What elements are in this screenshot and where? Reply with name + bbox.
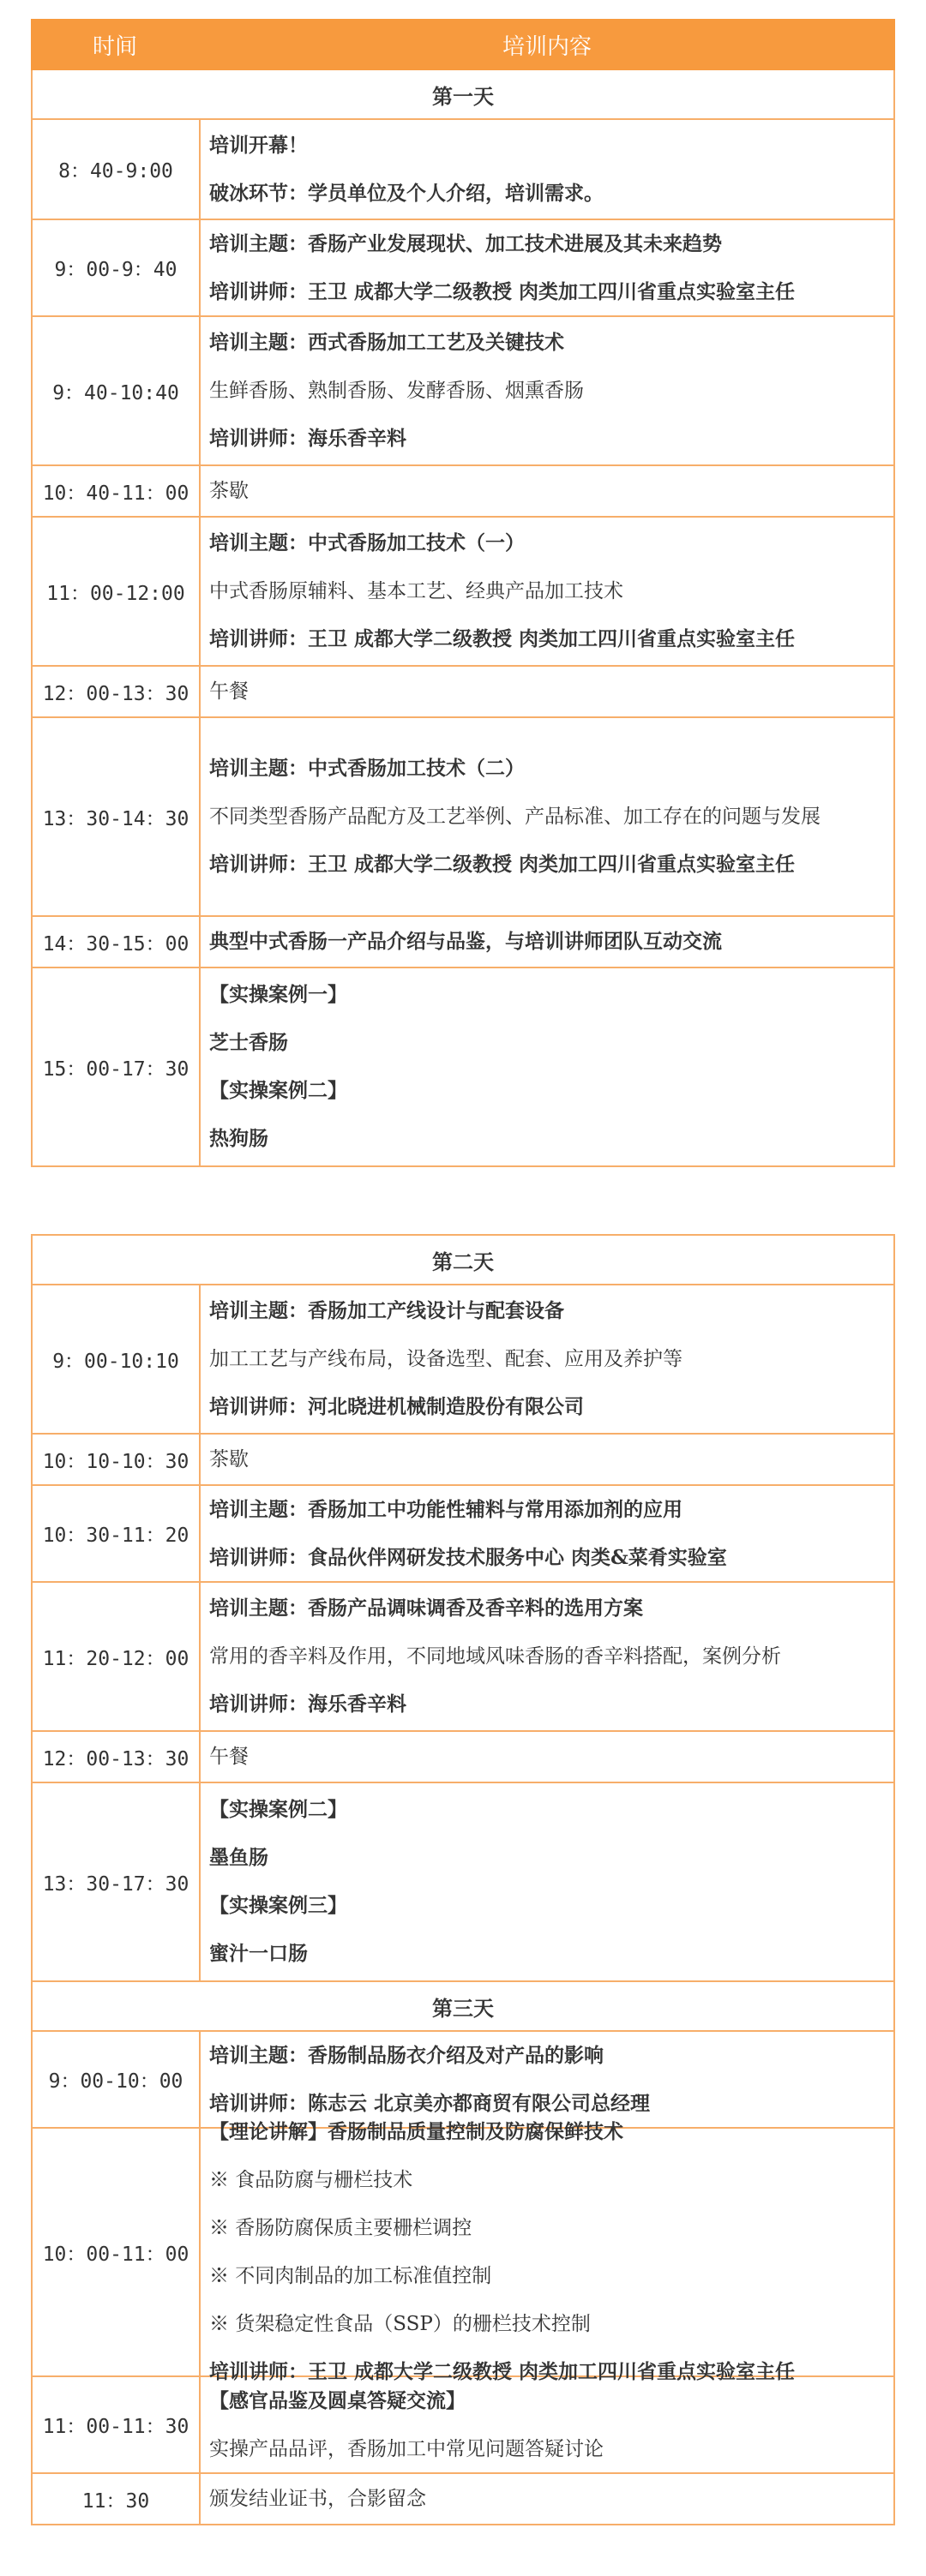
time-cell: 10：40-11：00 [33, 466, 201, 516]
content-line: 培训主题：香肠加工产线设计与配套设备 [209, 1299, 564, 1322]
time-cell: 11：00-11：30 [33, 2377, 201, 2472]
schedule-row [31, 1285, 895, 1435]
content-cell [201, 518, 893, 665]
content-cell [201, 2377, 893, 2472]
content-line: 培训讲师：王卫 成都大学二级教授 肉类加工四川省重点实验室主任 [209, 853, 796, 876]
content-line: 午餐 [209, 680, 249, 703]
content-line: 培训讲师：王卫 成都大学二级教授 肉类加工四川省重点实验室主任 [209, 279, 796, 303]
header-time: 时间 [92, 33, 137, 60]
content-line: 培训主题：中式香肠加工技术（二） [209, 757, 525, 780]
schedule-row [31, 2120, 895, 2383]
time-cell: 11：00-12:00 [33, 518, 201, 665]
time-cell: 11：20-12：00 [33, 1583, 201, 1730]
time-cell: 10：30-11：20 [33, 1486, 201, 1581]
content-line: ※ 香肠防腐保质主要栅栏调控 [209, 2217, 472, 2239]
time-cell: 9：00-10：00 [33, 2032, 201, 2127]
content-line: 【实操案例一】 [209, 983, 347, 1006]
time-cell: 15：00-17：30 [33, 968, 201, 1165]
content-line: 【实操案例二】 [209, 1079, 347, 1102]
schedule-row [31, 2377, 895, 2474]
day-heading: 第二天 [31, 1234, 895, 1285]
time-cell: 9：00-10:10 [33, 1285, 201, 1433]
schedule-row [31, 1783, 895, 1982]
schedule-row [31, 1583, 895, 1732]
content-line: 【感官品鉴及圆桌答疑交流】 [209, 2388, 466, 2412]
content-line: 培训主题：西式香肠加工工艺及关键技术 [209, 331, 564, 354]
content-line: 培训讲师：海乐香辛料 [209, 427, 406, 450]
content-line: 典型中式香肠一产品介绍与品鉴，与培训讲师团队互动交流 [209, 930, 722, 953]
schedule-row [31, 917, 895, 968]
time-cell: 13：30-17：30 [33, 1783, 201, 1980]
content-cell [201, 667, 893, 716]
content-line: 茶歇 [209, 1448, 249, 1471]
content-line: 培训讲师：河北晓进机械制造股份有限公司 [209, 1395, 584, 1418]
content-cell [201, 1435, 893, 1484]
schedule-table-part-2 [31, 1234, 895, 2525]
content-line: 午餐 [209, 1746, 249, 1768]
schedule-row [31, 667, 895, 718]
content-line: 培训主题：香肠产品调味调香及香辛料的选用方案 [209, 1597, 643, 1620]
content-cell [201, 2120, 893, 2383]
content-line: 培训讲师：食品伙伴网研发技术服务中心 肉类&菜肴实验室 [209, 1545, 727, 1569]
time-cell: 10：10-10：30 [33, 1435, 201, 1484]
content-line: 培训主题：香肠加工中功能性辅料与常用添加剂的应用 [209, 1497, 682, 1521]
content-line: 实操产品品评，香肠加工中常见问题答疑讨论 [209, 2437, 604, 2460]
content-cell [201, 120, 893, 219]
header-content: 培训内容 [502, 33, 592, 60]
content-line: 不同类型香肠产品配方及工艺举例、产品标准、加工存在的问题与发展 [209, 806, 821, 828]
time-cell: 8：40-9:00 [33, 120, 201, 219]
content-cell [201, 1486, 893, 1581]
content-line: 培训讲师：王卫 成都大学二级教授 肉类加工四川省重点实验室主任 [209, 627, 796, 650]
content-line: 颁发结业证书，合影留念 [209, 2488, 426, 2510]
time-cell: 11：30 [33, 2474, 201, 2524]
time-cell: 12：00-13：30 [33, 1732, 201, 1782]
content-cell [201, 1583, 893, 1730]
schedule-row [31, 2474, 895, 2525]
content-line: 【实操案例三】 [209, 1894, 347, 1917]
time-cell: 9：40-10:40 [33, 317, 201, 464]
content-cell [201, 968, 893, 1165]
content-line: 【理论讲解】香肠制品质量控制及防腐保鲜技术 [209, 2120, 623, 2143]
content-line: 培训讲师：海乐香辛料 [209, 1692, 406, 1716]
content-line: 茶歇 [209, 480, 249, 502]
day-3-rows [31, 2032, 895, 2525]
content-line: 芝士香肠 [209, 1031, 288, 1054]
schedule-row [31, 718, 895, 917]
content-cell [201, 1783, 893, 1980]
time-cell: 13：30-14：30 [33, 718, 201, 915]
content-line: 破冰环节：学员单位及个人介绍，培训需求。 [209, 181, 604, 205]
content-line: 中式香肠原辅料、基本工艺、经典产品加工技术 [209, 580, 623, 602]
schedule-row [31, 466, 895, 518]
schedule-row [31, 317, 895, 466]
content-cell [201, 317, 893, 464]
schedule-row [31, 518, 895, 667]
content-line: ※ 货架稳定性食品（SSP）的栅栏技术控制 [209, 2313, 591, 2335]
content-line: 培训主题：中式香肠加工技术（一） [209, 531, 525, 554]
content-line: 培训讲师：王卫 成都大学二级教授 肉类加工四川省重点实验室主任 [209, 2360, 796, 2383]
day-heading: 第一天 [31, 70, 895, 120]
content-line: 培训开幕！ [209, 133, 308, 157]
content-cell [201, 1732, 893, 1782]
content-line: 蜜汁一口肠 [209, 1942, 308, 1965]
content-line: 墨鱼肠 [209, 1846, 268, 1869]
schedule-row [31, 1732, 895, 1783]
content-cell [201, 2474, 893, 2524]
schedule-row [31, 1435, 895, 1486]
content-line: 常用的香辛料及作用，不同地域风味香肠的香辛料搭配，案例分析 [209, 1645, 781, 1668]
day-2-rows [31, 1285, 895, 1982]
table-header [31, 19, 895, 70]
time-cell: 9：00-9：40 [33, 220, 201, 315]
content-line: 培训主题：香肠产业发展现状、加工技术进展及其未来趋势 [209, 231, 722, 255]
time-cell: 14：30-15：00 [33, 917, 201, 967]
day-1-rows [31, 120, 895, 1167]
content-cell [201, 466, 893, 516]
day-heading: 第三天 [31, 1982, 895, 2032]
schedule-row [31, 1486, 895, 1583]
content-line: ※ 不同肉制品的加工标准值控制 [209, 2265, 492, 2287]
content-cell [201, 220, 893, 315]
content-line: 加工工艺与产线布局，设备选型、配套、应用及养护等 [209, 1348, 682, 1370]
content-cell [201, 917, 893, 967]
schedule-table-part-1 [31, 19, 895, 1167]
content-line: ※ 食品防腐与栅栏技术 [209, 2169, 413, 2191]
content-cell [201, 1285, 893, 1433]
content-line: 热狗肠 [209, 1127, 268, 1150]
time-cell: 12：00-13：30 [33, 667, 201, 716]
schedule-row [31, 220, 895, 317]
time-cell: 10：00-11：00 [33, 2129, 201, 2375]
content-line: 培训主题：香肠制品肠衣介绍及对产品的影响 [209, 2043, 604, 2067]
content-line: 【实操案例二】 [209, 1798, 347, 1821]
content-cell [201, 718, 893, 915]
schedule-row [31, 968, 895, 1167]
content-line: 培训讲师：陈志云 北京美亦都商贸有限公司总经理 [209, 2091, 651, 2115]
content-line: 生鲜香肠、熟制香肠、发酵香肠、烟熏香肠 [209, 380, 584, 402]
schedule-row [31, 120, 895, 220]
